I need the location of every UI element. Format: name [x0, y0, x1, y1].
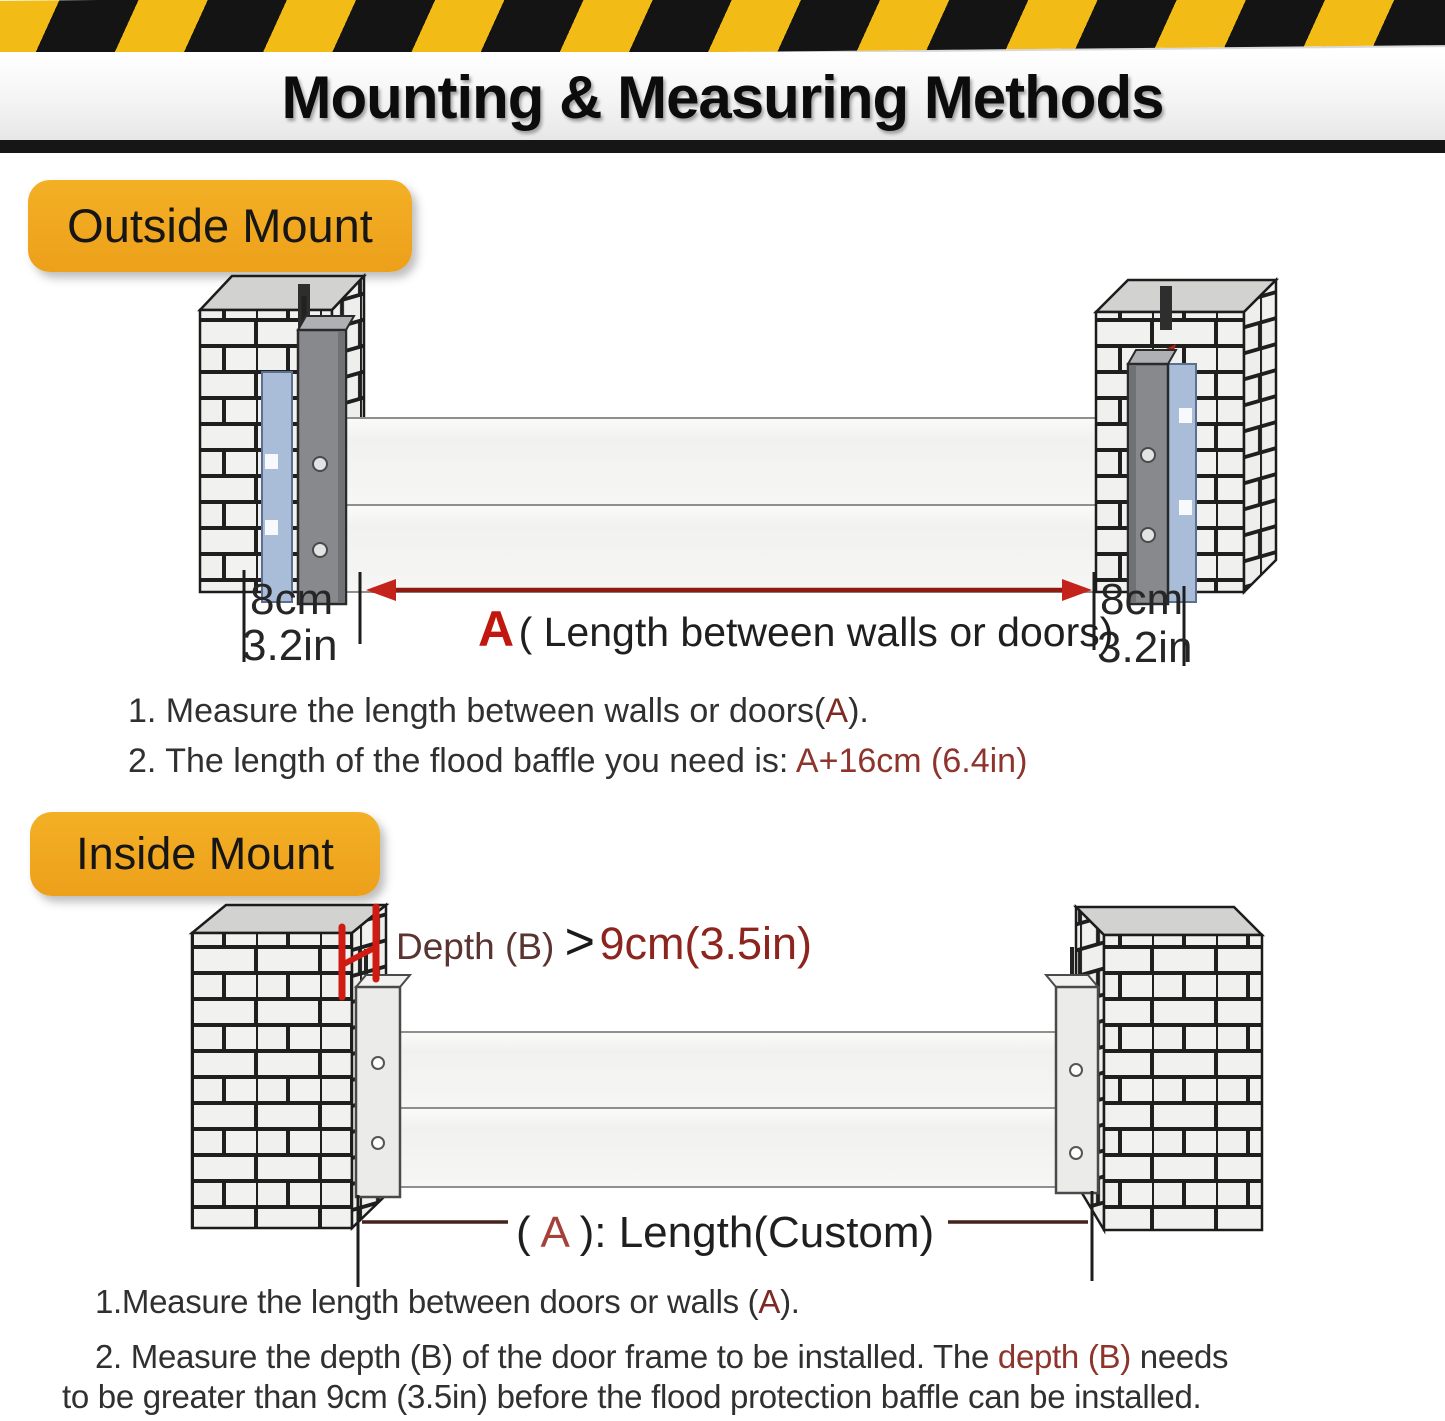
right-mounting-bracket: [1128, 350, 1176, 604]
depth-label: Depth (B): [396, 926, 565, 967]
length-formula: A+16cm (6.4in): [795, 742, 1028, 780]
screw-hole: [372, 1057, 384, 1069]
brick-front-face: [192, 933, 352, 1228]
anchor-slot: [1160, 286, 1172, 330]
channel-notch: [265, 520, 278, 535]
inside-mount-diagram: [0, 895, 1445, 1295]
screw-hole: [313, 457, 327, 471]
step-letter-a: A: [758, 1283, 781, 1320]
outside-step-2: [128, 742, 1027, 781]
barrier-panel-top: [400, 1032, 1060, 1108]
length-annotation: [516, 1208, 934, 1257]
step-text: ).: [780, 1283, 800, 1320]
right-wall-channel: [1166, 364, 1196, 602]
screw-hole: [372, 1137, 384, 1149]
depth-value: 9cm(3.5in): [599, 918, 813, 969]
depth-highlight: depth (B): [997, 1338, 1131, 1375]
depth-annotation: [396, 913, 812, 971]
step-text: ).: [848, 692, 869, 730]
outside-step-1: [128, 692, 869, 731]
right-offset-cm: 8cm: [1100, 575, 1184, 624]
step-text: 1. Measure the length between walls or doors(: [128, 692, 826, 730]
channel-notch: [1179, 408, 1192, 423]
barrier-panel-bottom: [400, 1108, 1060, 1187]
outside-mount-diagram: [0, 268, 1445, 668]
left-wall-channel: [262, 372, 292, 602]
flood-barrier-inside: [400, 1032, 1060, 1187]
outside-mount-badge: Outside Mount: [28, 180, 412, 272]
screw-hole: [1141, 528, 1155, 542]
inside-mount-badge: Inside Mount: [30, 812, 380, 896]
right-offset-in: 3.2in: [1097, 623, 1193, 668]
inside-step-2-line-2: to be greater than 9cm (3.5in) before the flood protection baffle can be installed.: [62, 1378, 1202, 1415]
greater-than-symbol: >: [564, 913, 595, 971]
span-text: ( Length between walls or doors): [518, 609, 1114, 655]
screw-hole: [1070, 1064, 1082, 1076]
left-offset-in: 3.2in: [242, 621, 338, 668]
brick-side-face: [1244, 280, 1276, 592]
length-pre: (: [516, 1208, 531, 1257]
channel-notch: [1179, 500, 1192, 515]
barrier-panel-bottom: [332, 505, 1140, 592]
flood-barrier: [332, 418, 1140, 592]
step-text: 2. Measure the depth (B) of the door frame to be installed. The: [95, 1338, 998, 1375]
left-mounting-bracket: [298, 296, 354, 604]
inside-measurements: [358, 1191, 1092, 1287]
caution-stripe-band: [0, 0, 1445, 59]
inside-step-2-line-1: [95, 1338, 1228, 1376]
page-title: Mounting & Measuring Methods: [281, 64, 1164, 131]
step-text: needs: [1130, 1338, 1229, 1375]
channel-notch: [265, 454, 278, 469]
step-letter-a: A: [825, 692, 849, 730]
screw-hole: [1141, 448, 1155, 462]
header-divider-bar: [0, 140, 1445, 153]
left-offset-cm: 8cm: [250, 575, 334, 624]
barrier-panel-top: [332, 418, 1140, 505]
length-post: ): Length(Custom): [579, 1208, 935, 1257]
inside-step-1: [95, 1283, 800, 1321]
span-letter: A: [478, 601, 515, 657]
length-letter: A: [540, 1208, 568, 1257]
inside-right-pillar: [1076, 907, 1262, 1230]
brick-front-face: [1104, 935, 1262, 1230]
screw-hole: [1070, 1147, 1082, 1159]
step-text: 1.Measure the length between doors or walls (: [95, 1283, 759, 1320]
screw-hole: [313, 543, 327, 557]
step-text: 2. The length of the flood baffle you need is:: [128, 742, 796, 780]
span-label: [478, 601, 1113, 657]
